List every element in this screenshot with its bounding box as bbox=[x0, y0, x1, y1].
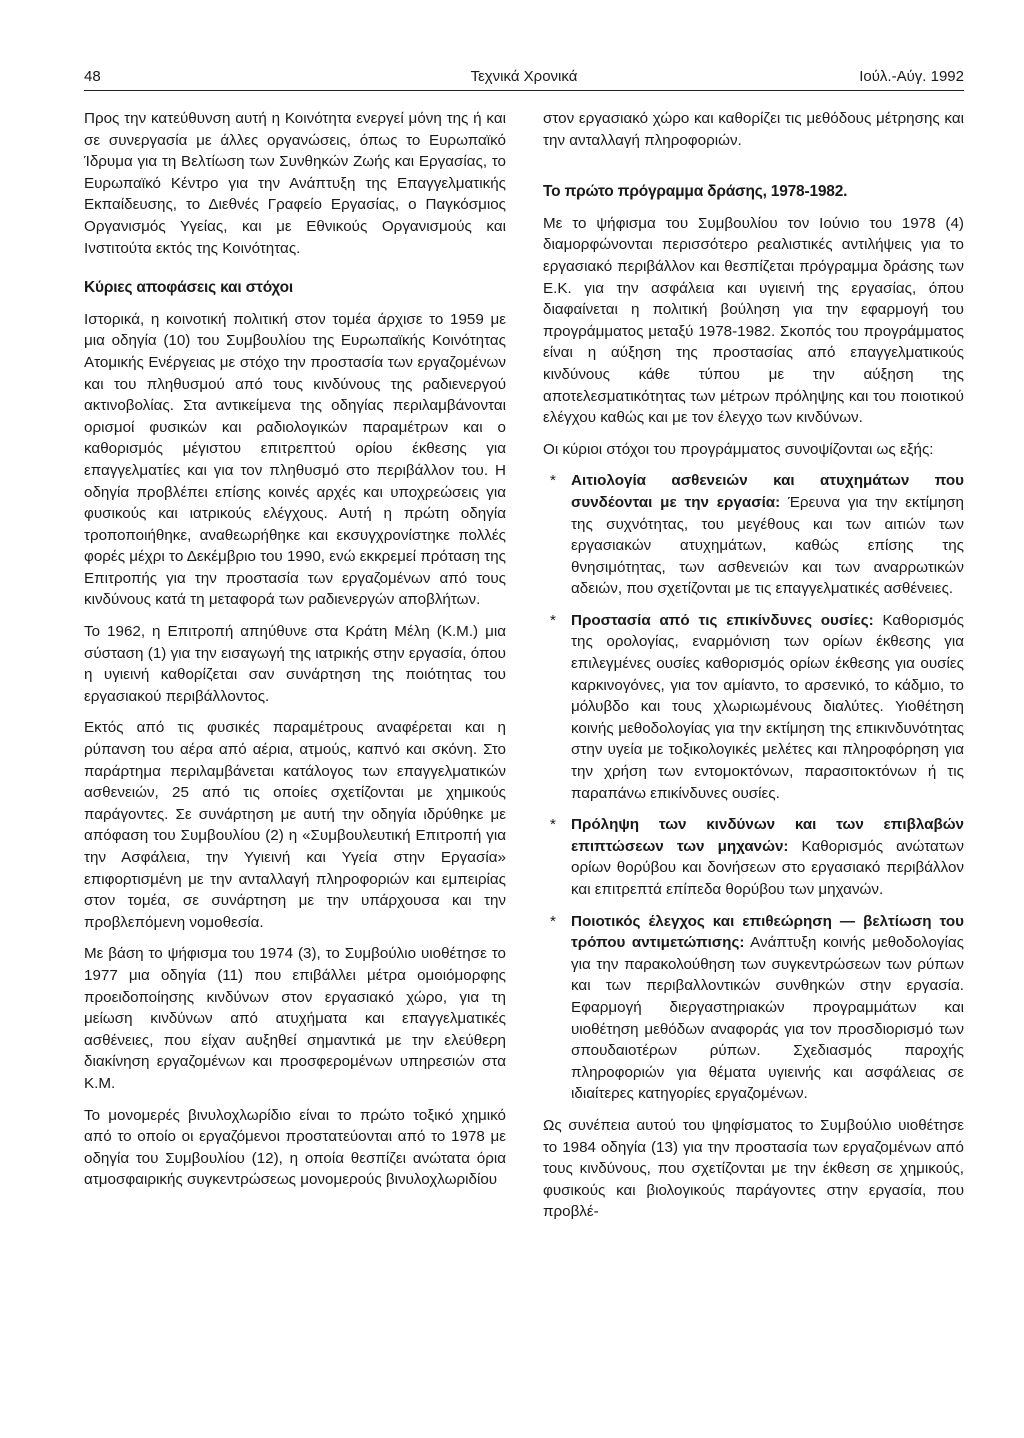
goal-title: Ποιοτικός έλεγχος και επιθεώρηση — βελτίωση του τρόπου αντιμετώπισης: bbox=[571, 912, 964, 952]
paragraph: Με βάση το ψήφισμα του 1974 (3), το Συμβούλιο υιοθέτησε το 1977 μια οδηγία (11) που επιβάλλει μέτρα ομοιόμορφης προειδοποίησης κινδύνων στον εργασιακό χώρο, για τη μείωση κινδύνων από ατυχήματα και επαγγελματικές ασθένειες, που είχαν αυξηθεί σημαντικά με την ελεύθερη διακίνηση εργαζομένων και προσφερομένων υπηρεσιών στα Κ.Μ. bbox=[84, 945, 506, 1092]
right-column bbox=[543, 108, 964, 1233]
list-item bbox=[543, 911, 964, 1105]
section-heading: Το πρώτο πρόγραμμα δράσης, 1978-1982. bbox=[543, 183, 848, 201]
paragraph: Προς την κατεύθυνση αυτή η Κοινότητα ενεργεί μόνη της ή και σε συνεργασία με άλλες οργανώσεις, όπως το Ευρωπαϊκό Ίδρυμα για τη Βελτίωση των Συνθηκών Ζωής και Εργασίας, το Ευρωπαϊκό Κέντρο για την Ανάπτυξη της Επαγγελματικής Εκπαίδευσης, το Διεθνές Γραφείο Εργασίας, ο Παγκόσμιος Οργανισμός Υγείας, και με Εθνικούς Οργανισμούς και Ινστιτούτα εκτός της Κοινότητας. bbox=[84, 110, 506, 257]
paragraph: στον εργασιακό χώρο και καθορίζει τις μεθόδους μέτρησης και την ανταλλαγή πληροφοριών. bbox=[543, 110, 964, 149]
section-heading: Κύριες αποφάσεις και στόχοι bbox=[84, 279, 293, 297]
bullet: * bbox=[550, 611, 556, 629]
goal-text: Έρευνα για την εκτίμηση της συχνότητας, του μεγέθους και των αιτιών των εργασιακών ατυχημάτων, καθώς επίσης της θνησιμότητας, των ασθενειών και των αναρρωτικών αδειών, που σχετίζονται με τις επαγγελματικές ασθένειες. bbox=[571, 493, 964, 598]
paragraph: Με το ψήφισμα του Συμβουλίου τον Ιούνιο του 1978 (4) διαμορφώνονται περισσότερο ρεαλιστικές αντιλήψεις για το εργασιακό περιβάλλον και θεσπίζεται πρόγραμμα δράσης των Ε.Κ. για την ασφάλεια και υγιεινή της εργασίας, όπου διαφαίνεται η πολιτική βούληση για την εφαρμογή του προγράμματος μεταξύ 1978-1982. Σκοπός του προγράμματος είναι η αύξηση της προστασίας από επαγγελματικούς κινδύνους κάθε τύπου με την αύξηση της αποτελεσματικότητας των μέτρων πρόληψης και του ποιοτικού ελέγχου καθώς και με τον έλεγχο των κινδύνων. bbox=[543, 214, 964, 427]
bullet: * bbox=[550, 816, 556, 834]
list-item bbox=[543, 610, 964, 804]
page-number: 48 bbox=[84, 68, 101, 85]
issue-date: Ιούλ.-Αύγ. 1992 bbox=[859, 68, 964, 85]
goal-text: Καθορισμός ανώτατων ορίων θορύβου και δονήσεων στο εργασιακό περιβάλλον και επιτρεπτά επίπεδα θορύβου των μηχανών. bbox=[571, 837, 964, 898]
goal-text: Ανάπτυξη κοινής μεθοδολογίας για την παρακολούθηση των συγκεντρώσεων των ρύπων και των περιβαλλοντικών συνθηκών στην εργασία. Εφαρμογή διεργαστηριακών προγραμμάτων και υιοθέτηση μεθόδων αναφοράς για τον προσδιορισμό των σπουδαιοτέρων ρύπων. Σχεδιασμός παροχής πληροφοριών για θέματα υγιεινής και ασφάλειας σε ιδιαίτερες κατηγορίες εργαζομένων. bbox=[571, 934, 964, 1103]
goal-text: Καθορισμός της ορολογίας, εναρμόνιση των ορίων έκθεσης για επιλεγμένες ουσίες καθορισμός ορίων έκθεσης για ουσίες καρκινογόνες, για τον αμίαντο, το αρσενικό, το κάδμιο, το μόλυβδο και τους χλωριωμένους διαλύτες. Υιοθέτηση κοινής μεθοδολογίας για την εκτίμηση της επικινδυνότητας στην υγεία με τοξικολογικές μελέτες και πληροφόρηση για την χρήση των εντομοκτόνων, παρασιτοκτόνων ή τις παραπάνω επικίνδυνες ουσίες. bbox=[571, 611, 964, 802]
bullet: * bbox=[550, 912, 556, 930]
journal-title: Τεχνικά Χρονικά bbox=[470, 68, 578, 85]
paragraph: Το μονομερές βινυλοχλωρίδιο είναι το πρώτο τοξικό χημικό από το οποίο οι εργαζόμενοι προστατεύονται από το 1978 με οδηγία του Συμβουλίου (12), η οποία θεσπίζει ανώτατα όρια ατμοσφαιρικής συγκεντρώσεως μονομερούς βινυλοχλωριδίου bbox=[84, 1106, 506, 1189]
page-header bbox=[84, 68, 964, 90]
list-item bbox=[543, 470, 964, 600]
goal-title: Πρόληψη των κινδύνων και των επιβλαβών επιπτώσεων των μηχανών: bbox=[571, 816, 964, 855]
paragraph: Το 1962, η Επιτροπή απηύθυνε στα Κράτη Μέλη (Κ.Μ.) μια σύσταση (1) για την εισαγωγή της ιατρικής στην εργασία, όπου η υγιεινή καθορίζεται σαν συνάρτηση της ποιότητας του εργασιακού περιβάλλοντος. bbox=[84, 623, 506, 705]
paragraph: Εκτός από τις φυσικές παραμέτρους αναφέρεται και η ρύπανση του αέρα από αέρια, ατμούς, καπνό και σκόνη. Στο παράρτημα περιλαμβάνεται κατάλογος των επαγγελματικών ασθενειών, 25 από τις οποίες σχετίζονται με χημικούς παράγοντες. Σε συνάρτηση με αυτή την οδηγία ιδρύθηκε με απόφαση του Συμβουλίου (2) η «Συμβουλευτική Επιτροπή για την Ασφάλεια, την Υγιεινή και Υγεία στην Εργασία» επιφορτισμένη με την ανταλλαγή πληροφοριών και εμπειρίας στον τομέα, σε συνάρτηση με την υπάρχουσα και την προβλεπόμενη νομοθεσία. bbox=[84, 719, 506, 931]
paragraph: Ως συνέπεια αυτού του ψηφίσματος το Συμβούλιο υιοθέτησε το 1984 οδηγία (13) για την προστασία των εργαζομένων από τους κινδύνους, που σχετίζονται με την έκθεση σε χημικούς, φυσικούς και βιολογικούς παράγοντες στην εργασία, που προβλέ- bbox=[543, 1116, 964, 1221]
list-item bbox=[543, 814, 964, 900]
goals-list bbox=[543, 470, 964, 1105]
bullet: * bbox=[550, 472, 556, 490]
paragraph: Οι κύριοι στόχοι του προγράμματος συνοψίζονται ως εξής: bbox=[543, 440, 934, 458]
goal-title: Αιτιολογία ασθενειών και ατυχημάτων που συνδέονται με την εργασία: bbox=[571, 472, 964, 511]
header-rule bbox=[84, 90, 964, 91]
left-column bbox=[84, 108, 506, 1201]
paragraph: Ιστορικά, η κοινοτική πολιτική στον τομέα άρχισε το 1959 με μια οδηγία (10) του Συμβουλίου της Ευρωπαϊκής Κοινότητας Ατομικής Ενέργειας με στόχο την προστασία των εργαζομένων και του πληθυσμού από τους κινδύνους της ραδιενεργού ακτινοβολίας. Στα αντικείμενα της οδηγίας περιλαμβάνονται ορισμοί φυσικών και ραδιολογικών παραμέτρων και ο καθορισμός μέγιστου επιτρεπτού ορίου έκθεσης για επαγγελματίες και για τον πληθυσμό στο περιβάλλον του. Η οδηγία προβλέπει επίσης κοινές αρχές και υποχρεώσεις για φυσικούς και ιατρικούς ελέγχους. Αυτή η πρώτη οδηγία τροποποιήθηκε, αναθεωρήθηκε και εκσυγχρονίστηκε πολλές φορές μέχρι το Δεκέμβριο του 1990, ενώ εκκρεμεί πρόταση της Επιτροπής για την προστασία των εργαζομένων από τους κινδύνους κατά τη μεταφορά των ραδιενεργών αποβλήτων. bbox=[84, 310, 506, 609]
goal-title: Προστασία από τις επικίνδυνες ουσίες: bbox=[571, 611, 874, 629]
